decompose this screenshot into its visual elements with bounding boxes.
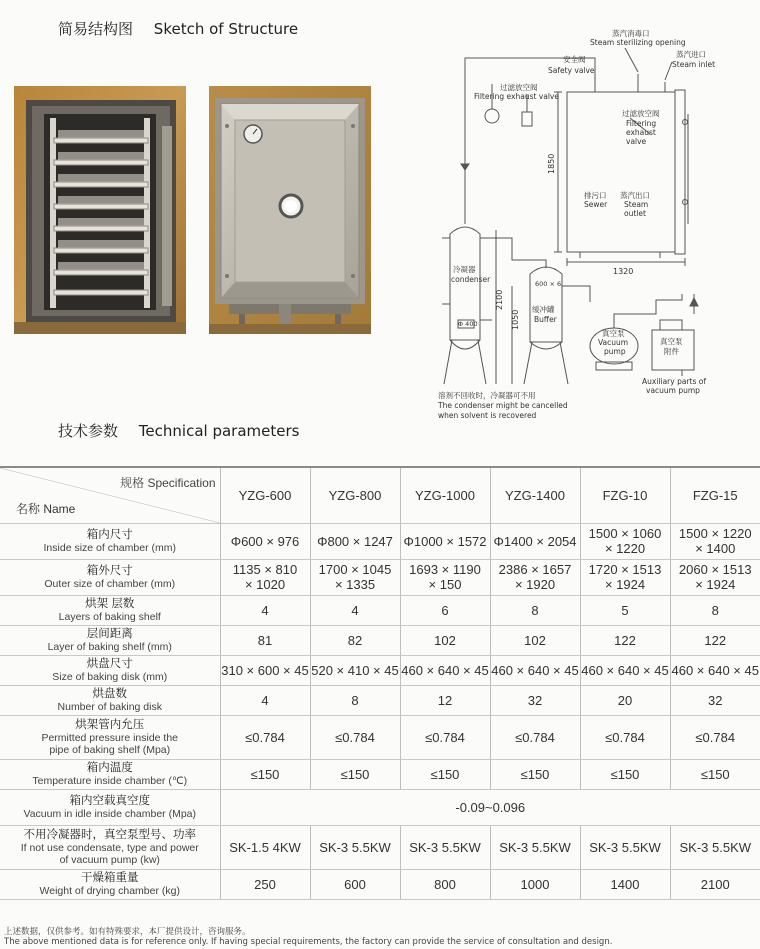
value-line: 102 [524, 632, 546, 648]
value-line: Φ600 × 976 [230, 533, 300, 549]
label-condenser-en: condenser [451, 275, 491, 284]
value-line: 1500 × 1220 [678, 526, 752, 541]
value-line: ≤0.784 [335, 729, 375, 745]
value-cell [580, 759, 670, 789]
value-line: 20 [617, 692, 633, 708]
value-cell [310, 685, 400, 715]
value-line: 250 [254, 876, 276, 892]
label-filter-left-en: Filtering exhaust valve [474, 92, 559, 101]
value-cell [490, 625, 580, 655]
table-row [0, 625, 760, 655]
label-steam-sterilizing-cn: 蒸汽消毒口 [612, 29, 650, 38]
row-label [0, 655, 220, 685]
footnote-en: The above mentioned data is for reference only. If having special requirements, the factory can provide the service of consultation and design. [4, 937, 613, 947]
value-cell [670, 825, 760, 869]
value-line: 2060 × 1513 [678, 562, 752, 577]
value-line: 32 [708, 692, 723, 708]
value-cell [670, 625, 760, 655]
row-label-cn: 烘盘尺寸 [86, 657, 133, 670]
label-filter-left-cn: 过滤放空阀 [500, 83, 538, 92]
label-safety-valve-cn: 安全阀 [563, 55, 586, 64]
value-cell [400, 759, 490, 789]
value-cell [490, 655, 580, 685]
value-cell [490, 685, 580, 715]
value-cell [580, 559, 670, 595]
row-label-cn: 箱外尺寸 [86, 564, 133, 577]
row-label [0, 715, 220, 759]
model-header: FZG-15 [670, 467, 760, 523]
value-cell [580, 825, 670, 869]
value-line: 102 [434, 632, 456, 648]
value-cell [310, 715, 400, 759]
row-label-cn: 箱内温度 [86, 761, 133, 774]
photo-closed-chamber [209, 86, 371, 334]
value-cell [220, 655, 310, 685]
row-label-en: Size of baking disk (mm) [52, 670, 168, 683]
table-row [0, 655, 760, 685]
row-label-en: Outer size of chamber (mm) [44, 577, 176, 590]
row-label-en: Number of baking disk [57, 700, 162, 713]
value-line: 1135 × 810 [232, 562, 298, 577]
value-cell [670, 869, 760, 899]
sketch-title [58, 18, 298, 39]
value-line: × 1400 [695, 541, 736, 556]
value-cell [220, 759, 310, 789]
value-line: × 1924 [695, 577, 736, 592]
value-cell [310, 869, 400, 899]
value-cell [400, 869, 490, 899]
value-cell [580, 655, 670, 685]
value-cell [670, 523, 760, 559]
label-aux-box-cn1: 真空泵 [660, 337, 683, 346]
value-line: 81 [257, 632, 273, 648]
note-en1: The condenser might be cancelled [438, 401, 568, 410]
row-label-en: Layers of baking shelf [58, 610, 161, 623]
row-label-cn: 箱内尺寸 [86, 528, 133, 541]
merged-value-cell: -0.09~0.096 [220, 789, 760, 825]
value-line: × 150 [428, 577, 462, 592]
table-header-row [0, 467, 760, 523]
value-cell [580, 595, 670, 625]
row-label [0, 625, 220, 655]
value-line: 1000 [520, 876, 550, 892]
value-line: 2100 [700, 876, 730, 892]
value-line: 8 [711, 602, 719, 618]
value-line: 1500 × 1060 [588, 526, 662, 541]
value-cell [220, 559, 310, 595]
value-line: Φ1000 × 1572 [403, 533, 487, 549]
value-cell [400, 715, 490, 759]
row-label [0, 869, 220, 899]
value-cell [220, 625, 310, 655]
model-header: FZG-10 [580, 467, 670, 523]
value-line: 800 [434, 876, 456, 892]
value-line: SK-3 5.5KW [589, 839, 661, 855]
value-line: × 1220 [604, 541, 646, 556]
value-cell [220, 685, 310, 715]
table-row [0, 685, 760, 715]
value-cell [400, 523, 490, 559]
value-line: 82 [347, 632, 363, 648]
photo-open-chamber [14, 86, 186, 334]
value-line: SK-3 5.5KW [319, 839, 391, 855]
value-cell [580, 715, 670, 759]
value-cell [400, 625, 490, 655]
value-line: SK-1.5 4KW [229, 839, 301, 855]
label-buffer-cn: 缓冲罐 [532, 305, 555, 314]
row-label-en: Inside size of chamber (mm) [43, 541, 176, 554]
row-label [0, 825, 220, 869]
label-steam-outlet-cn: 蒸汽出口 [620, 191, 650, 200]
value-line: × 1335 [334, 577, 376, 592]
label-sewer-cn: 排污口 [584, 191, 607, 200]
table-row [0, 523, 760, 559]
model-header: YZG-800 [310, 467, 400, 523]
row-label [0, 595, 220, 625]
label-filter-right-en1: Filtering [626, 119, 657, 128]
value-line: 460 × 640 × 45 [491, 662, 579, 678]
value-line: ≤0.784 [245, 729, 285, 745]
label-aux-parts-en2: vacuum pump [646, 386, 700, 395]
row-label-en: Permitted pressure inside the [41, 731, 179, 744]
value-line: ≤150 [700, 766, 730, 782]
row-label [0, 523, 220, 559]
value-line: ≤0.784 [695, 729, 736, 745]
technical-title-cn: 技术参数 [58, 422, 119, 440]
row-label [0, 559, 220, 595]
footnote-cn: 上述数据，仅供参考。如有特殊要求，本厂提供设计，咨询服务。 [4, 927, 251, 937]
value-cell [670, 685, 760, 715]
value-cell [220, 715, 310, 759]
value-line: 1720 × 1513 [588, 562, 662, 577]
value-cell [670, 655, 760, 685]
label-buffer-en: Buffer [534, 315, 557, 324]
value-cell [670, 595, 760, 625]
label-aux-parts-en1: Auxiliary parts of [642, 377, 706, 386]
note-cn: 溶剂不回收时，冷凝器可不用 [438, 391, 536, 400]
value-cell [580, 685, 670, 715]
value-line: 2386 × 1657 [498, 562, 572, 577]
label-steam-inlet-en: Steam inlet [672, 60, 716, 69]
row-label-en: Layer of baking shelf (mm) [47, 640, 172, 653]
value-cell [220, 523, 310, 559]
value-line: 1400 [610, 876, 640, 892]
value-line: SK-3 5.5KW [409, 839, 481, 855]
value-line: 5 [621, 602, 629, 618]
row-label-en: of vacuum pump (kw) [59, 853, 160, 866]
value-line: SK-3 5.5KW [679, 839, 752, 855]
value-cell [670, 715, 760, 759]
value-cell [490, 523, 580, 559]
value-cell [490, 869, 580, 899]
row-label-en: Vacuum in idle inside chamber (Mpa) [23, 807, 197, 820]
label-buffer-dia: 600 × 6 [535, 280, 562, 288]
value-line: 12 [437, 692, 453, 708]
value-cell [400, 825, 490, 869]
sketch-title-en: Sketch of Structure [153, 20, 299, 38]
row-label-cn: 烘架 层数 [85, 597, 135, 610]
dim-width: 1320 [613, 267, 634, 276]
structure-diagram [420, 24, 754, 424]
row-label [0, 685, 220, 715]
value-line: 1700 × 1045 [318, 562, 392, 577]
table-row [0, 869, 760, 899]
value-cell [490, 559, 580, 595]
value-cell [310, 759, 400, 789]
dim-2100: 2100 [495, 289, 504, 310]
value-cell [580, 523, 670, 559]
value-cell [580, 869, 670, 899]
label-steam-outlet-en2: outlet [624, 209, 646, 218]
value-line: × 1020 [244, 577, 286, 592]
value-cell [670, 559, 760, 595]
value-cell [580, 625, 670, 655]
label-condenser-cn: 冷凝器 [453, 265, 476, 274]
row-label [0, 789, 220, 825]
model-header: YZG-600 [220, 467, 310, 523]
row-label-en: pipe of baking shelf (Mpa) [49, 743, 171, 756]
value-cell [310, 595, 400, 625]
row-label-cn: 层间距离 [86, 627, 133, 640]
value-line: ≤0.784 [425, 729, 465, 745]
model-header: YZG-1000 [400, 467, 490, 523]
label-vacuum-pump-en2: pump [604, 347, 626, 356]
value-cell [400, 655, 490, 685]
value-line: 122 [614, 632, 636, 648]
label-aux-box-cn2: 附件 [664, 347, 679, 356]
row-label-cn: 烘盘数 [92, 687, 127, 700]
label-steam-outlet-en1: Steam [624, 200, 649, 209]
table-row [0, 825, 760, 869]
label-steam-sterilizing-en: Steam sterilizing opening [590, 38, 686, 47]
value-cell [490, 825, 580, 869]
value-cell [490, 595, 580, 625]
model-header: YZG-1400 [490, 467, 580, 523]
label-vacuum-pump-cn: 真空泵 [602, 329, 625, 338]
value-cell [400, 559, 490, 595]
label-filter-right-en2: exhaust [626, 128, 656, 137]
value-line: ≤150 [520, 766, 550, 782]
table-row [0, 715, 760, 759]
value-cell [310, 825, 400, 869]
value-line: ≤0.784 [515, 729, 555, 745]
row-label-cn: 箱内空载真空度 [69, 794, 150, 807]
value-cell [220, 869, 310, 899]
label-vacuum-pump-en1: Vacuum [598, 338, 629, 347]
spec-table [0, 466, 760, 900]
technical-title [58, 420, 299, 441]
value-cell [400, 685, 490, 715]
value-cell [310, 559, 400, 595]
value-line: ≤150 [610, 766, 640, 782]
row-label-cn: 不用冷凝器时，真空泵型号、功率 [23, 828, 196, 841]
value-line: × 1924 [604, 577, 646, 592]
note-en2: when solvent is recovered [438, 411, 537, 420]
value-line: 460 × 640 × 45 [401, 662, 489, 678]
value-line: 6 [441, 602, 449, 618]
row-label-cn: 烘架管内允压 [75, 718, 145, 731]
value-line: 8 [531, 602, 539, 618]
header-spec-label: 规格 Specification [120, 476, 216, 490]
label-sewer-en: Sewer [584, 200, 608, 209]
label-safety-valve-en: Safety valve [548, 66, 595, 75]
value-line: 8 [351, 692, 359, 708]
value-line: SK-3 5.5KW [499, 839, 571, 855]
value-line: 4 [261, 602, 269, 618]
value-line: ≤150 [430, 766, 460, 782]
value-line: ≤0.784 [605, 729, 645, 745]
row-label [0, 759, 220, 789]
value-line: 4 [351, 602, 359, 618]
value-line: 460 × 640 × 45 [671, 662, 759, 678]
label-steam-inlet-cn: 蒸汽进口 [676, 50, 706, 59]
value-line: 520 × 410 × 45 [311, 662, 399, 678]
table-row [0, 559, 760, 595]
dim-height: 1850 [547, 153, 556, 174]
value-cell [490, 715, 580, 759]
dim-1050: 1050 [511, 309, 520, 330]
value-cell [220, 595, 310, 625]
label-filter-right-en3: valve [626, 137, 647, 146]
value-line: × 1920 [514, 577, 556, 592]
value-cell [310, 625, 400, 655]
value-cell [310, 523, 400, 559]
technical-title-en: Technical parameters [138, 422, 300, 440]
table-row [0, 595, 760, 625]
table-row [0, 759, 760, 789]
value-cell [670, 759, 760, 789]
value-line: Φ800 × 1247 [317, 533, 393, 549]
label-filter-right-cn: 过滤放空阀 [622, 109, 660, 118]
value-line: Φ1400 × 2054 [493, 533, 577, 549]
header-name-label: 名称 Name [16, 501, 76, 516]
value-line: 32 [527, 692, 543, 708]
value-line: 122 [704, 632, 727, 648]
value-line: 460 × 640 × 45 [581, 662, 669, 678]
value-line: ≤150 [250, 766, 280, 782]
value-cell [490, 759, 580, 789]
row-label-en: If not use condensate, type and power [20, 841, 199, 854]
sketch-title-cn: 简易结构图 [58, 20, 134, 38]
header-corner-cell [0, 467, 220, 523]
value-line: 310 × 600 × 45 [221, 662, 309, 678]
label-condenser-dia: Φ 400 [458, 320, 478, 328]
value-line: 4 [261, 692, 269, 708]
value-cell [310, 655, 400, 685]
row-label-cn: 干燥箱重量 [81, 871, 139, 884]
table-row [0, 789, 760, 825]
value-line: ≤150 [340, 766, 370, 782]
value-cell [400, 595, 490, 625]
row-label-en: Temperature inside chamber (℃) [32, 774, 188, 787]
value-line: 600 [344, 876, 366, 892]
value-line: 1693 × 1190 [409, 562, 481, 577]
value-cell [220, 825, 310, 869]
row-label-en: Weight of drying chamber (kg) [39, 884, 180, 897]
